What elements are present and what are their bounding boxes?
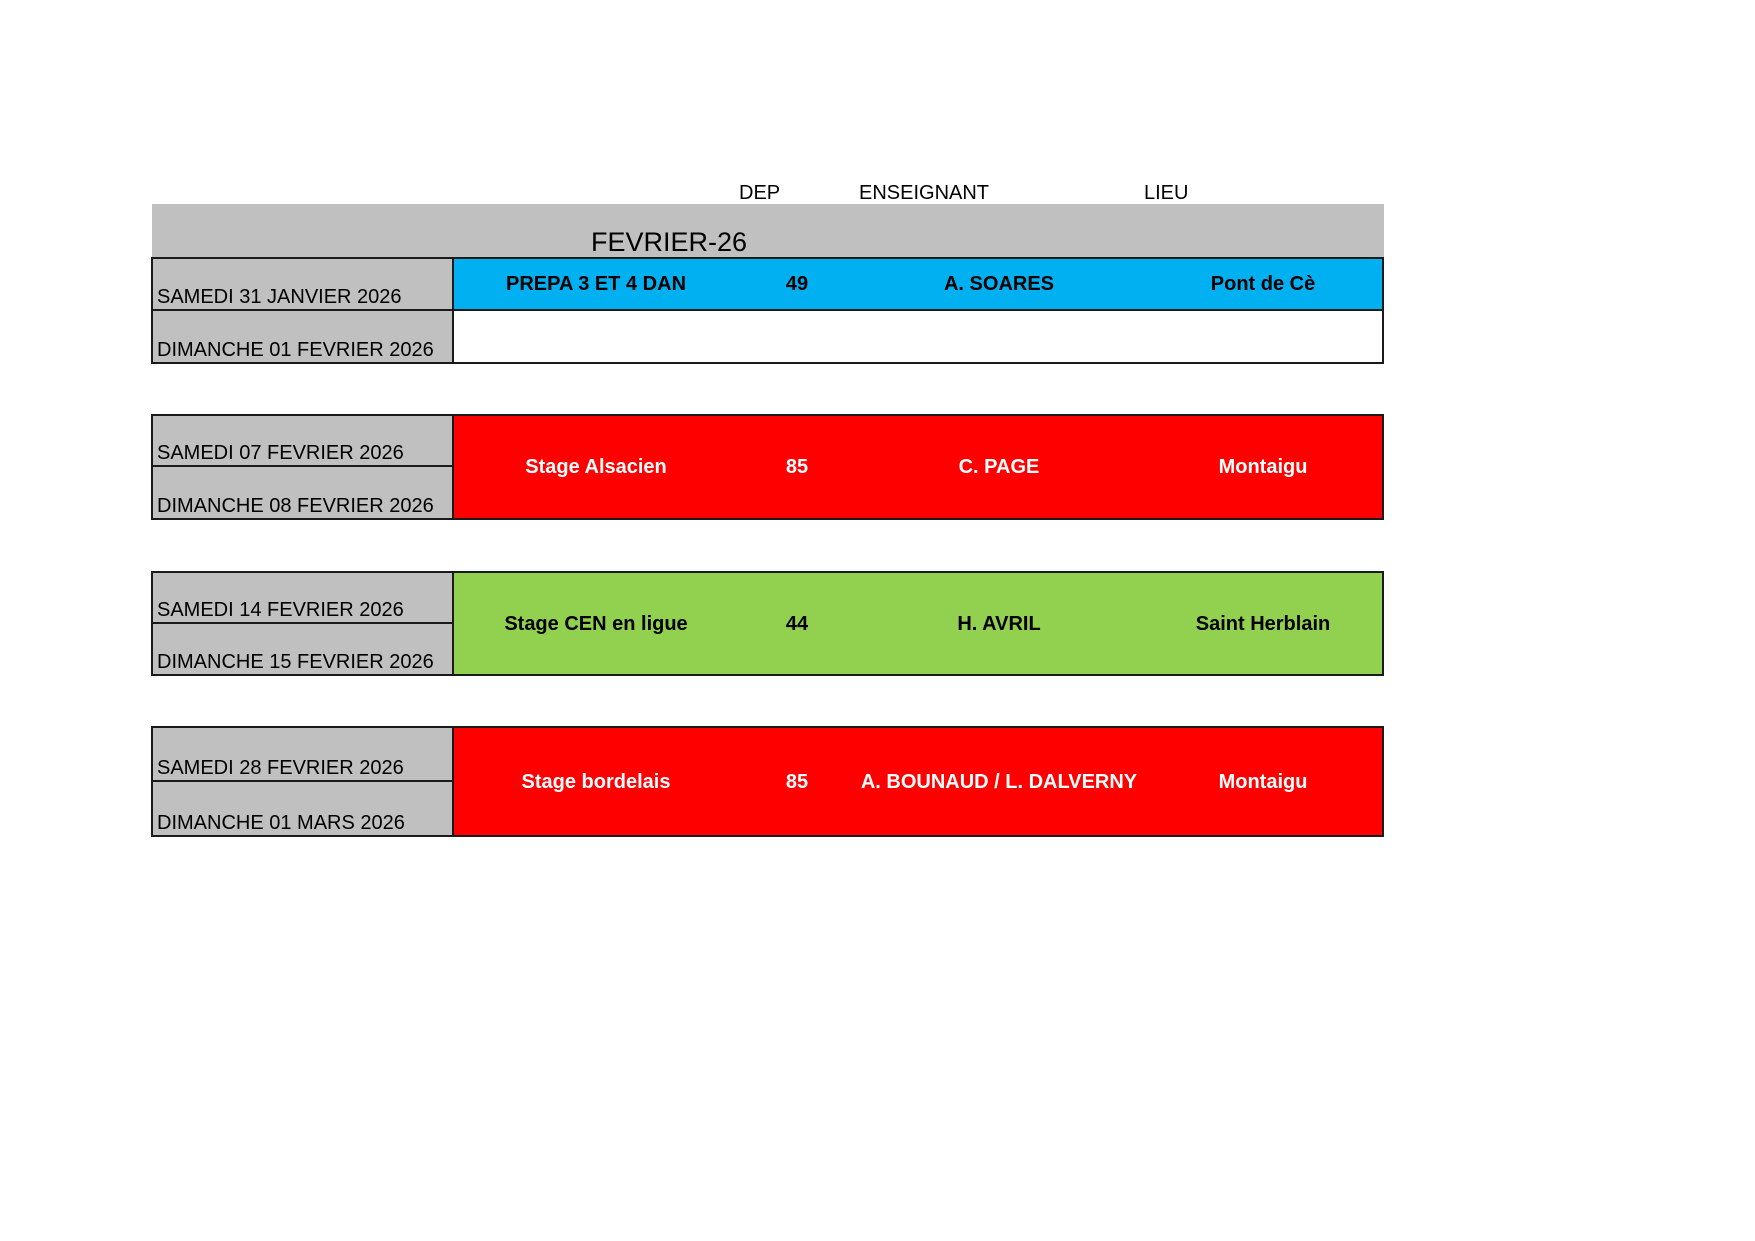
date-cell bbox=[153, 311, 452, 363]
event-enseignant: A. SOARES bbox=[943, 272, 1055, 295]
event-block bbox=[151, 726, 1384, 837]
event-block bbox=[151, 571, 1384, 676]
event-lieu: Pont de Cè bbox=[1210, 272, 1316, 295]
month-banner bbox=[152, 204, 1384, 258]
date-cell bbox=[153, 416, 452, 467]
date-sunday: DIMANCHE 01 FEVRIER 2026 bbox=[157, 339, 434, 361]
event-name: Stage Alsacien bbox=[525, 456, 667, 478]
date-cell bbox=[153, 728, 452, 782]
date-cell bbox=[153, 259, 452, 311]
event-dep: 85 bbox=[785, 770, 809, 793]
date-sunday: DIMANCHE 08 FEVRIER 2026 bbox=[157, 495, 434, 517]
event-lieu: Montaigu bbox=[1218, 456, 1308, 478]
date-cell bbox=[153, 573, 452, 624]
event-name: PREPA 3 ET 4 DAN bbox=[505, 272, 687, 295]
event-row bbox=[454, 728, 1382, 835]
event-enseignant: C. PAGE bbox=[958, 456, 1040, 478]
column-header-lieu: LIEU bbox=[1144, 182, 1189, 204]
date-column bbox=[153, 416, 454, 518]
event-enseignant: H. AVRIL bbox=[957, 612, 1041, 635]
event-dep: 85 bbox=[785, 456, 809, 478]
date-cell bbox=[153, 782, 452, 836]
event-name: Stage CEN en ligue bbox=[504, 612, 688, 635]
event-row bbox=[454, 573, 1382, 674]
event-row bbox=[454, 416, 1382, 518]
empty-cell bbox=[454, 311, 1382, 363]
event-lieu: Montaigu bbox=[1218, 770, 1308, 793]
event-enseignant: A. BOUNAUD / L. DALVERNY bbox=[860, 770, 1138, 793]
column-header-enseignant: ENSEIGNANT bbox=[859, 182, 990, 204]
date-cell bbox=[153, 467, 452, 518]
date-column bbox=[153, 573, 454, 674]
event-dep: 44 bbox=[785, 612, 809, 635]
event-block bbox=[151, 414, 1384, 520]
event-dep: 49 bbox=[785, 272, 809, 295]
event-lieu: Saint Herblain bbox=[1195, 612, 1331, 635]
date-column bbox=[153, 728, 454, 835]
event-row bbox=[454, 259, 1382, 311]
month-title: FEVRIER-26 bbox=[590, 227, 748, 257]
column-header-dep: DEP bbox=[739, 182, 781, 204]
date-saturday: SAMEDI 31 JANVIER 2026 bbox=[157, 285, 402, 308]
event-block bbox=[151, 257, 1384, 364]
event-name: Stage bordelais bbox=[521, 770, 671, 793]
date-cell bbox=[153, 624, 452, 675]
date-saturday: SAMEDI 28 FEVRIER 2026 bbox=[157, 756, 404, 779]
date-saturday: SAMEDI 07 FEVRIER 2026 bbox=[157, 442, 404, 464]
date-sunday: DIMANCHE 01 MARS 2026 bbox=[157, 812, 405, 834]
date-column bbox=[153, 259, 454, 362]
date-saturday: SAMEDI 14 FEVRIER 2026 bbox=[157, 598, 404, 621]
date-sunday: DIMANCHE 15 FEVRIER 2026 bbox=[157, 651, 434, 673]
